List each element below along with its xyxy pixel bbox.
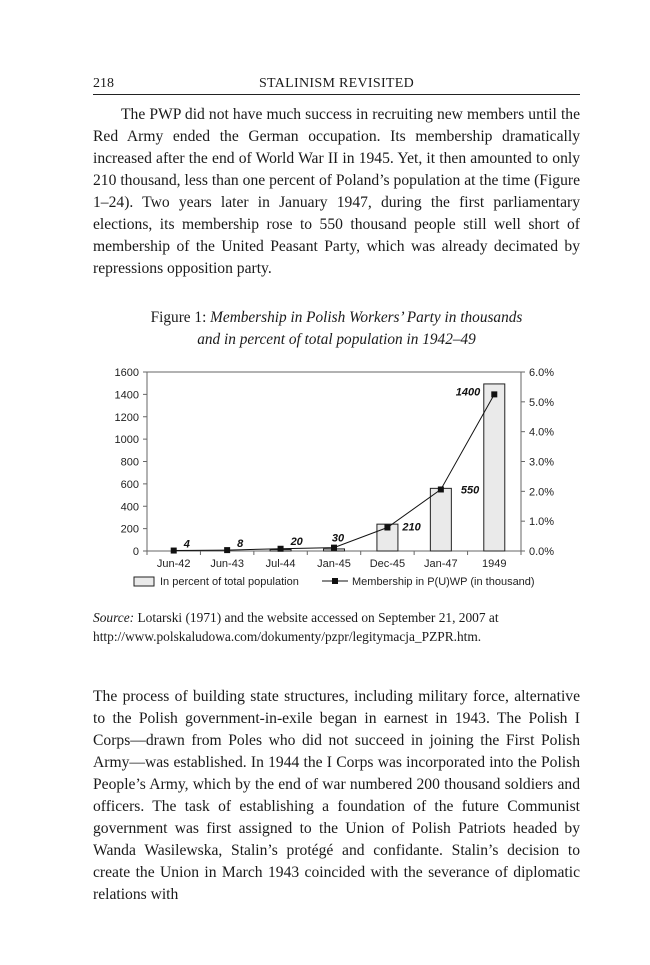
membership-marker — [438, 486, 444, 492]
data-label: 210 — [402, 521, 421, 534]
right-tick-label: 6.0% — [529, 367, 555, 379]
membership-marker — [224, 547, 230, 553]
left-tick-label: 400 — [120, 501, 139, 514]
data-label: 1400 — [455, 386, 481, 399]
left-tick-label: 800 — [120, 456, 139, 469]
right-tick-label: 1.0% — [529, 516, 555, 529]
right-tick-label: 4.0% — [529, 426, 555, 439]
running-header — [93, 76, 580, 95]
data-label: 20 — [290, 535, 303, 548]
membership-marker — [171, 548, 177, 554]
percent-bar — [430, 488, 451, 551]
page-number: 218 — [93, 76, 114, 91]
x-tick-label: Jun-43 — [210, 558, 244, 570]
left-tick-label: 1200 — [114, 411, 139, 424]
percent-bar — [484, 384, 505, 551]
left-tick-label: 0 — [132, 546, 139, 558]
figure-label: Figure 1: — [150, 309, 207, 326]
membership-marker — [384, 525, 390, 531]
data-label: 30 — [331, 532, 345, 545]
right-tick-label: 0.0% — [529, 546, 555, 558]
right-tick-label: 3.0% — [529, 456, 555, 469]
source-label: Source: — [93, 610, 135, 625]
left-tick-label: 600 — [120, 478, 139, 491]
legend-bar-label: In percent of total population — [160, 576, 299, 588]
x-tick-label: Jan-47 — [424, 558, 458, 570]
x-tick-label: 1949 — [482, 558, 507, 570]
left-tick-label: 1600 — [114, 367, 139, 379]
left-tick-label: 1000 — [114, 434, 139, 447]
data-label: 8 — [237, 538, 244, 551]
x-tick-label: Jan-45 — [317, 558, 351, 570]
legend-line-label: Membership in P(U)WP (in thousand) — [352, 576, 535, 588]
data-label: 4 — [183, 538, 190, 551]
x-tick-label: Jun-42 — [156, 558, 191, 570]
left-tick-label: 1400 — [114, 389, 139, 402]
legend-line-marker — [332, 578, 338, 584]
membership-chart — [90, 360, 580, 600]
running-title: STALINISM REVISITED — [258, 76, 415, 91]
source-text: Lotarski (1971) and the website accessed on September 21, 2007 at http://www.polskaludowa.com/dokumenty/pzpr/legitymacja_PZPR.htm. — [93, 610, 499, 644]
paragraph-2: The process of building state structures, including military force, alternative to the Polish government-in-exile began in earnest in 1943. The Polish I Corps—drawn from Poles who did not succeed in joining the First Polish Army—was established. In 1944 the I Corps was incorporated into the Polish People’s Army, which by the end of war numbered 200 thousand soldiers and officers. The task of establishing a foundation of the future Communist government was first assigned to the Union of Polish Patriots headed by Wanda Wasilewska, Stalin’s protégé and confidante. Stalin’s decision to create the Union in March 1943 coincided with the severance of diplomatic relations with — [93, 688, 580, 903]
data-label: 550 — [460, 484, 480, 497]
x-tick-label: Dec-45 — [369, 558, 406, 570]
x-tick-label: Jul-44 — [265, 558, 296, 570]
membership-marker — [491, 391, 497, 397]
right-tick-label: 5.0% — [529, 396, 555, 409]
paragraph-1: The PWP did not have much success in recruiting new members until the Red Army ended the German occupation. Its membership dramatically increased after the end of World War II in 1945. Yet, it then amounted to only 210 thousand, less than one percent of Poland’s population at the time (Figure 1–24). Two years later in January 1947, during the first parliamentary elections, its membership rose to 550 thousand people still well short of membership of the United Peasant Party, which was already decimated by repressions opposition party. — [93, 106, 580, 277]
membership-marker — [278, 546, 284, 552]
membership-marker — [331, 545, 337, 551]
figure-title-line-1: Membership in Polish Workers’ Party in thousands — [210, 309, 523, 326]
legend-bar-swatch — [134, 577, 154, 586]
figure-caption — [93, 307, 580, 351]
figure-source — [93, 608, 580, 646]
left-tick-label: 200 — [120, 523, 139, 536]
right-tick-label: 2.0% — [529, 486, 555, 499]
figure-title-line-2: and in percent of total population in 1942–49 — [197, 331, 476, 348]
